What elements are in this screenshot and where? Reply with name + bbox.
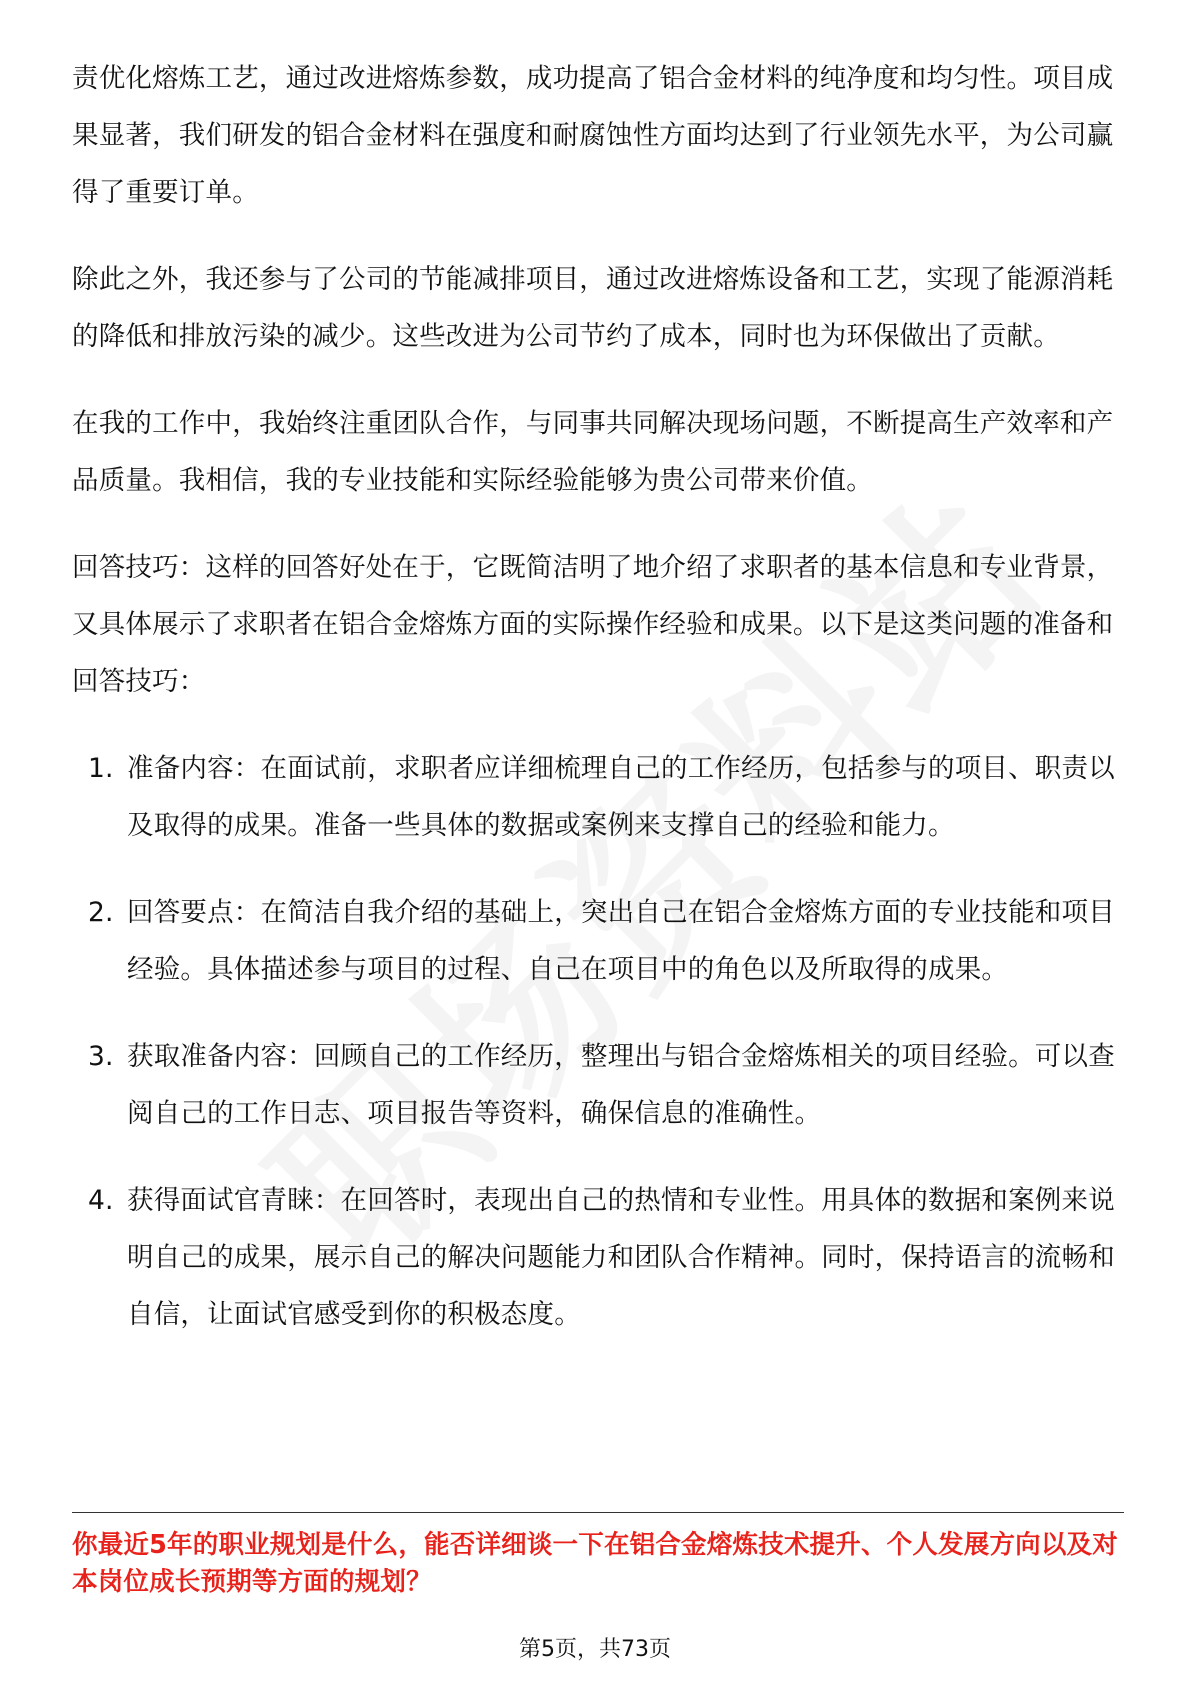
list-item-text: 获得面试官青睐：在回答时，表现出自己的热情和专业性。用具体的数据和案例来说明自己的成果，展示自己的解决问题能力和团队合作精神。同时，保持语言的流畅和自信，让面试官感受到你的积极态度。	[127, 1185, 1115, 1330]
list-item-number: 4.	[88, 1185, 114, 1216]
list-item	[72, 1172, 1122, 1343]
document-body	[72, 50, 1122, 1373]
list-item	[72, 884, 1122, 998]
tips-list	[72, 740, 1122, 1343]
list-item-number: 2.	[88, 897, 114, 928]
list-item	[72, 740, 1122, 854]
list-item-number: 1.	[88, 753, 114, 784]
section-divider	[72, 1512, 1124, 1513]
list-item-number: 3.	[88, 1041, 114, 1072]
list-item-text: 回答要点：在简洁自我介绍的基础上，突出自己在铝合金熔炼方面的专业技能和项目经验。具体描述参与项目的过程、自己在项目中的角色以及所取得的成果。	[127, 897, 1115, 985]
paragraph-project-results: 责优化熔炼工艺，通过改进熔炼参数，成功提高了铝合金材料的纯净度和均匀性。项目成果显著，我们研发的铝合金材料在强度和耐腐蚀性方面均达到了行业领先水平，为公司赢得了重要订单。	[72, 63, 1114, 208]
paragraph-teamwork: 在我的工作中，我始终注重团队合作，与同事共同解决现场问题，不断提高生产效率和产品质量。我相信，我的专业技能和实际经验能够为贵公司带来价值。	[72, 408, 1114, 496]
page-footer: 第5页，共73页	[519, 1637, 671, 1662]
next-question-heading: 你最近5年的职业规划是什么，能否详细谈一下在铝合金熔炼技术提升、个人发展方向以及对本岗位成长预期等方面的规划？	[72, 1530, 1118, 1597]
list-item-text: 准备内容：在面试前，求职者应详细梳理自己的工作经历，包括参与的项目、职责以及取得的成果。准备一些具体的数据或案例来支撑自己的经验和能力。	[127, 753, 1115, 841]
list-item-text: 获取准备内容：回顾自己的工作经历，整理出与铝合金熔炼相关的项目经验。可以查阅自己的工作日志、项目报告等资料，确保信息的准确性。	[127, 1041, 1115, 1129]
paragraph-energy-saving: 除此之外，我还参与了公司的节能减排项目，通过改进熔炼设备和工艺，实现了能源消耗的降低和排放污染的减少。这些改进为公司节约了成本，同时也为环保做出了贡献。	[72, 264, 1114, 352]
list-item	[72, 1028, 1122, 1142]
paragraph-answer-tips: 回答技巧：这样的回答好处在于，它既简洁明了地介绍了求职者的基本信息和专业背景，又具体展示了求职者在铝合金熔炼方面的实际操作经验和成果。以下是这类问题的准备和回答技巧：	[72, 552, 1114, 697]
